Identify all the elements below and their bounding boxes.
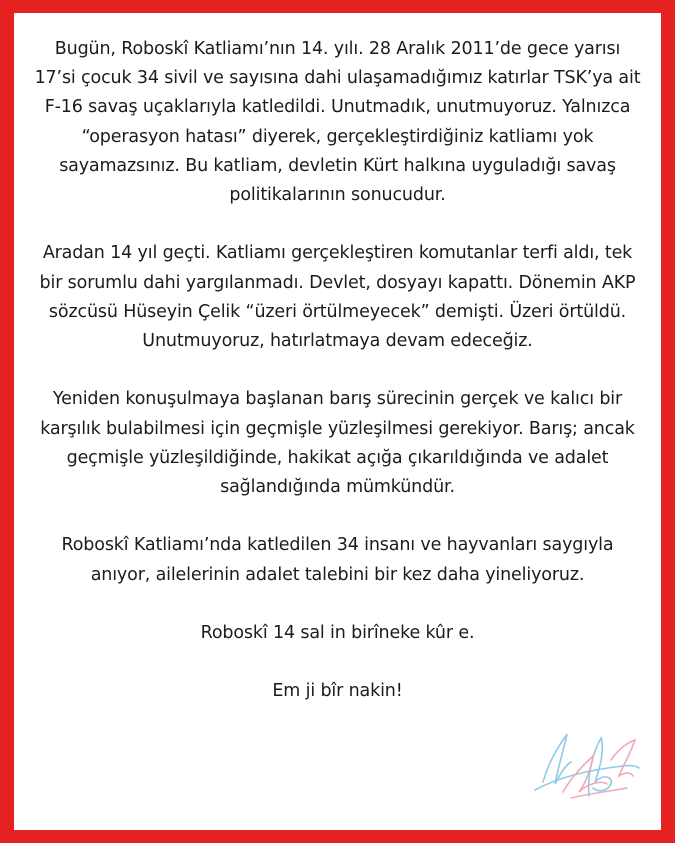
paragraph-anniversary: Bugün, Roboskî Katliamı’nın 14. yılı. 28 Aralık 2011’de gece yarısı 17’si çocuk 34 sivil ve sayısına dahi ulaşamadığımız katırlar TSK’ya ait F-16 savaş uçaklarıyla katledildi. Unutmadık, unutmuyoruz. Yalnızca “operasyon hatası” diyerek, gerçekleştirdiğiniz katliamı yok sayamazsınız. Bu katliam, devletin Kürt halkına uyguladığı savaş politikalarının sonucudur. xyxy=(34,39,641,206)
statement-card xyxy=(14,13,661,830)
paragraph-kurdish-line: Roboskî 14 sal in birîneke kûr e. xyxy=(200,623,475,643)
paragraph-fourteen-years: Aradan 14 yıl geçti. Katliamı gerçekleştiren komutanlar terfi aldı, tek bir sorumlu dahi yargılanmadı. Devlet, dosyayı kapattı. Dönemin AKP sözcüsü Hüseyin Çelik “üzeri örtülmeyecek” demişti. Üzeri örtüldü. Unutmuyoruz, hatırlatmaya devam edeceğiz. xyxy=(39,243,636,352)
statement-text xyxy=(34,35,641,707)
paragraph-peace-process: Yeniden konuşulmaya başlanan barış sürecinin gerçek ve kalıcı bir karşılık bulabilmesi için geçmişle yüzleşilmesi gerekiyor. Barış; ancak geçmişle yüzleşildiğinde, hakikat açığa çıkarıldığında ve adalet sağlandığında mümkündür. xyxy=(40,389,635,498)
handwritten-squiggle-logo-icon xyxy=(527,726,647,816)
paragraph-closing-slogan: Em ji bîr nakin! xyxy=(272,681,403,702)
paragraph-commemoration: Roboskî Katliamı’nda katledilen 34 insanı ve hayvanları saygıyla anıyor, ailelerinin adalet talebini bir kez daha yineliyoruz. xyxy=(61,535,614,585)
